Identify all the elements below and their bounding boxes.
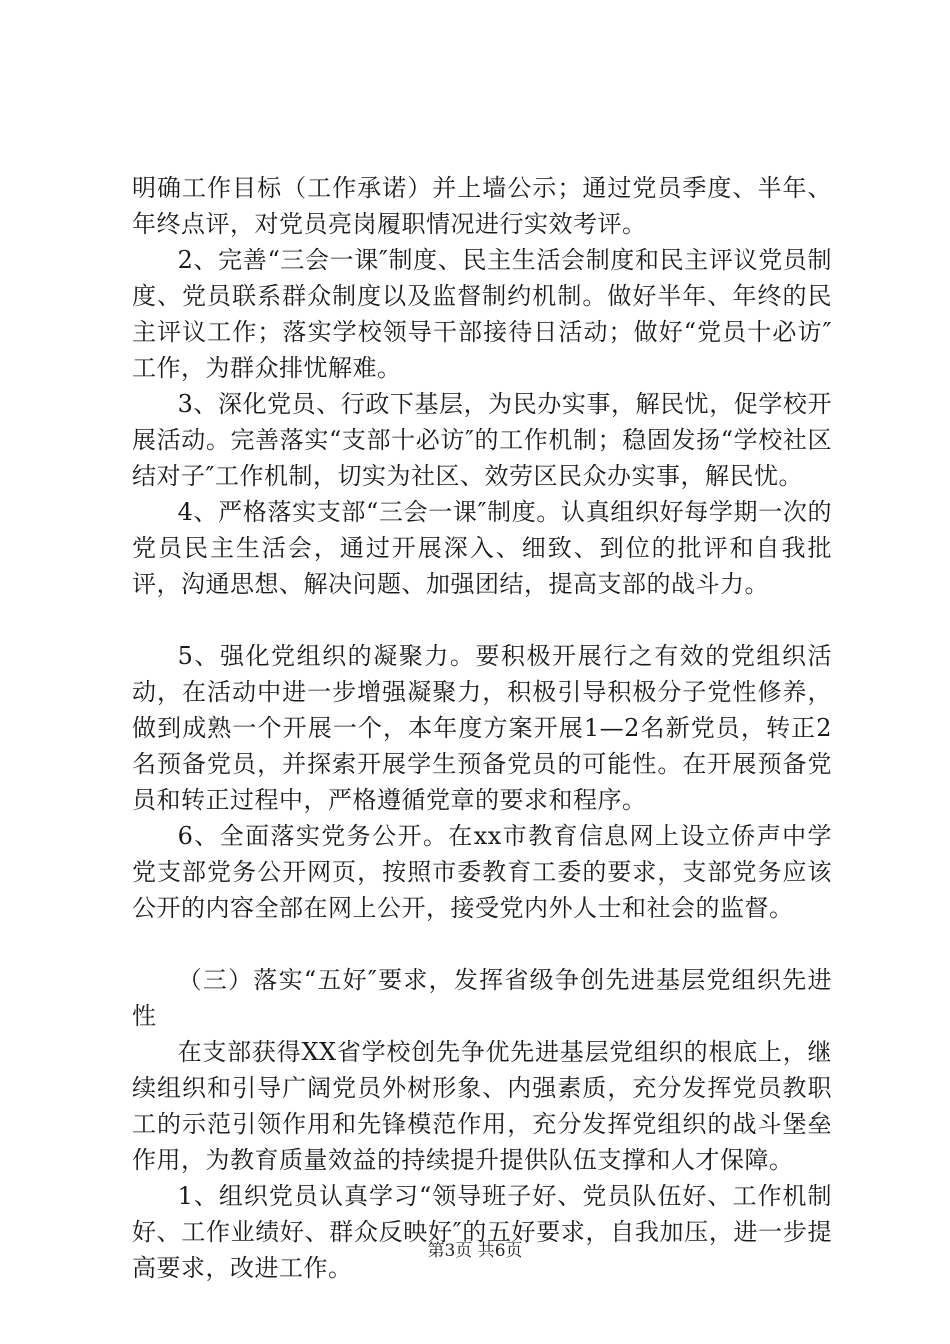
paragraph-item-5: 5、强化党组织的凝聚力。要积极开展行之有效的党组织活动，在活动中进一步增强凝聚力，积极引导积极分子党性修养，做到成熟一个开展一个，本年度方案开展1—2名新党员，转正2名预备党员，并探索开展学生预备党员的可能性。在开展预备党员和转正过程中，严格遵循党章的要求和程序。 xyxy=(132,642,832,814)
paragraph-work-goals: 明确工作目标（工作承诺）并上墙公示；通过党员季度、半年、年终点评，对党员亮岗履职情况进行实效考评。 xyxy=(132,174,832,238)
paragraph-item-2: 2、完善“三会一课″制度、民主生活会制度和民主评议党员制度、党员联系群众制度以及监督制约机制。做好半年、年终的民主评议工作；落实学校领导干部接待日活动；做好“党员十必访″工作，为群众排忧解难。 xyxy=(132,246,832,382)
paragraph-item-3: 3、深化党员、行政下基层，为民办实事，解民忧，促学校开展活动。完善落实“支部十必访″的工作机制；稳固发扬“学校社区结对子″工作机制，切实为社区、效劳区民众办实事，解民忧。 xyxy=(132,390,832,490)
section-heading-three: （三）落实“五好″要求，发挥省级争创先进基层党组织先进性 xyxy=(132,966,832,1030)
document-body xyxy=(132,170,832,1286)
paragraph-item-6: 6、全面落实党务公开。在xx市教育信息网上设立侨声中学党支部党务公开网页，按照市委教育工委的要求，支部党务应该公开的内容全部在网上公开，接受党内外人士和社会的监督。 xyxy=(132,822,832,922)
paragraph-section-intro: 在支部获得XX省学校创先争优先进基层党组织的根底上，继续组织和引导广阔党员外树形象、内强素质，充分发挥党员教职工的示范引领作用和先锋模范作用，充分发挥党组织的战斗堡垒作用，为教育质量效益的持续提升提供队伍支撑和人才保障。 xyxy=(132,1038,832,1174)
page-number-footer: 第3页 共6页 xyxy=(427,1241,523,1261)
paragraph-gap xyxy=(132,602,832,638)
paragraph-item-4: 4、严格落实支部“三会一课″制度。认真组织好每学期一次的党员民主生活会，通过开展深入、细致、到位的批评和自我批评，沟通思想、解决问题、加强团结，提高支部的战斗力。 xyxy=(132,498,832,598)
paragraph-section-item-1: 1、组织党员认真学习“领导班子好、党员队伍好、工作机制好、工作业绩好、群众反映好″的五好要求，自我加压，进一步提高要求，改进工作。 xyxy=(132,1182,832,1282)
paragraph-gap xyxy=(132,926,832,962)
